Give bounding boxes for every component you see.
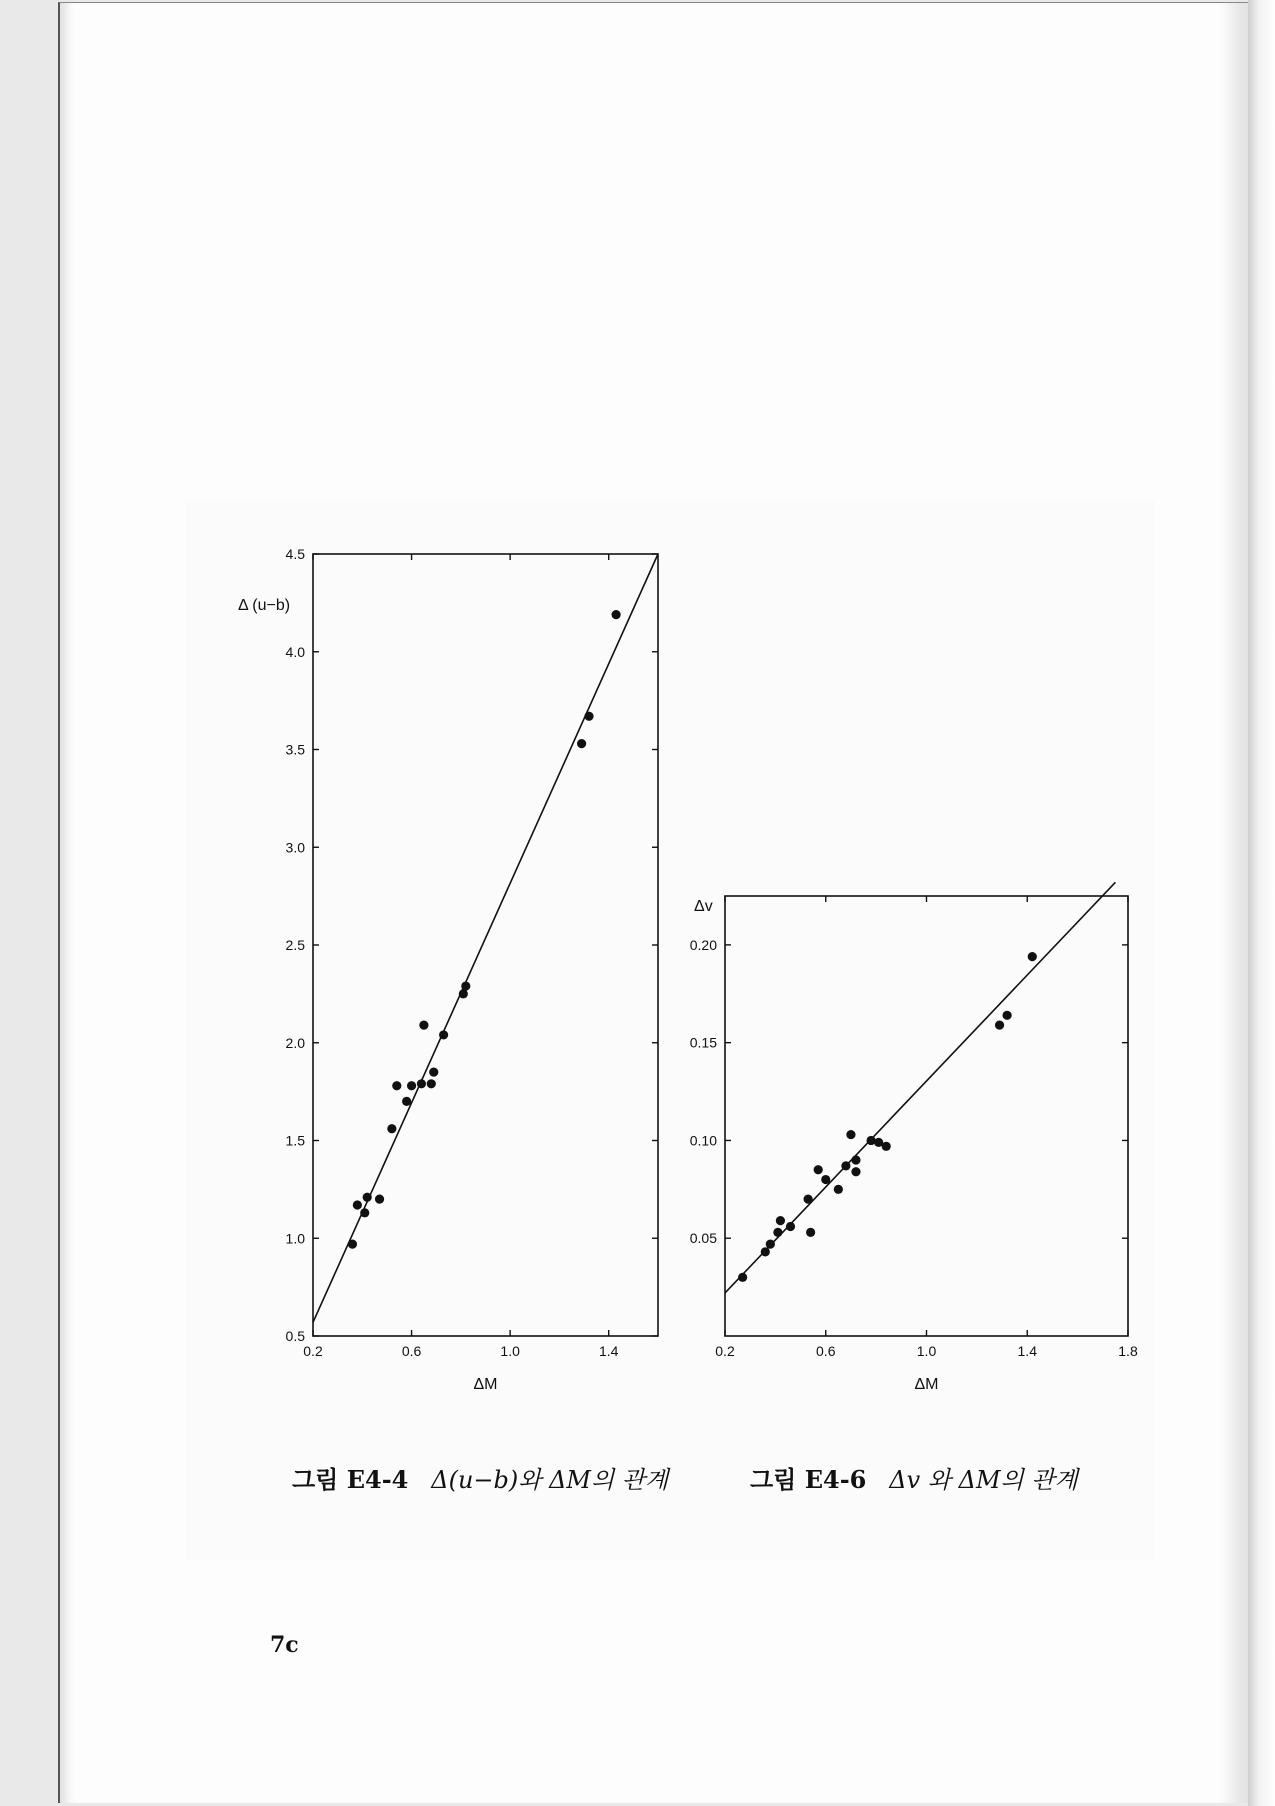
data-point xyxy=(786,1222,795,1231)
x-tick-label: 1.0 xyxy=(916,1343,937,1359)
x-tick-label: 1.4 xyxy=(1017,1343,1037,1359)
y-tick-label: 0.5 xyxy=(285,1328,305,1344)
x-tick-label: 0.6 xyxy=(816,1343,836,1359)
y-axis-label: Δ (u−b) xyxy=(238,597,291,614)
x-axis-label: ΔM xyxy=(914,1376,939,1393)
y-tick-label: 1.0 xyxy=(285,1230,305,1247)
data-point xyxy=(882,1142,891,1151)
fit-line xyxy=(725,882,1115,1293)
plot-frame xyxy=(725,896,1128,1336)
caption-right-label: 그림 E4-6 xyxy=(750,1465,867,1494)
x-tick-label: 1.4 xyxy=(598,1343,619,1359)
data-point xyxy=(821,1175,830,1184)
data-point xyxy=(834,1185,843,1194)
data-point xyxy=(806,1228,815,1237)
data-point xyxy=(773,1228,782,1237)
y-tick-label: 3.5 xyxy=(285,741,305,758)
data-point xyxy=(776,1216,785,1225)
caption-left-label: 그림 E4-4 xyxy=(292,1465,409,1494)
caption-left xyxy=(292,1460,668,1495)
caption-right xyxy=(750,1460,1078,1495)
y-tick-label: 0.10 xyxy=(689,1132,717,1149)
y-tick-label: 3.0 xyxy=(285,839,305,856)
data-point xyxy=(766,1239,775,1248)
data-point xyxy=(738,1273,747,1282)
y-axis-label: Δv xyxy=(694,898,713,915)
x-axis-label: ΔM xyxy=(473,1376,498,1393)
data-point xyxy=(851,1167,860,1176)
y-tick-label: 2.0 xyxy=(285,1034,305,1051)
y-tick-label: 0.15 xyxy=(689,1034,717,1051)
x-tick-label: 0.6 xyxy=(401,1343,422,1359)
data-point xyxy=(995,1020,1004,1029)
y-tick-label: 4.0 xyxy=(285,643,305,660)
x-tick-label: 1.8 xyxy=(1118,1343,1138,1359)
data-point xyxy=(814,1165,823,1174)
data-point xyxy=(846,1130,855,1139)
x-tick-label: 0.2 xyxy=(303,1343,323,1359)
data-point xyxy=(841,1161,850,1170)
data-point xyxy=(1028,952,1037,961)
y-tick-label: 1.5 xyxy=(285,1132,305,1149)
data-point xyxy=(1003,1011,1012,1020)
caption-left-body: Δ(u−b)와 ΔM의 관계 xyxy=(431,1466,669,1494)
y-tick-label: 2.5 xyxy=(285,937,305,953)
caption-right-body: Δv 와 ΔM의 관계 xyxy=(889,1466,1078,1494)
x-tick-label: 0.2 xyxy=(715,1343,735,1359)
page-number: 7c xyxy=(270,1632,299,1658)
y-tick-label: 0.05 xyxy=(689,1230,717,1247)
y-tick-label: 0.20 xyxy=(689,936,717,953)
y-tick-label: 4.5 xyxy=(285,546,305,562)
data-point xyxy=(761,1247,770,1256)
data-point xyxy=(851,1155,860,1164)
data-point xyxy=(804,1195,813,1204)
x-tick-label: 1.0 xyxy=(500,1343,520,1359)
